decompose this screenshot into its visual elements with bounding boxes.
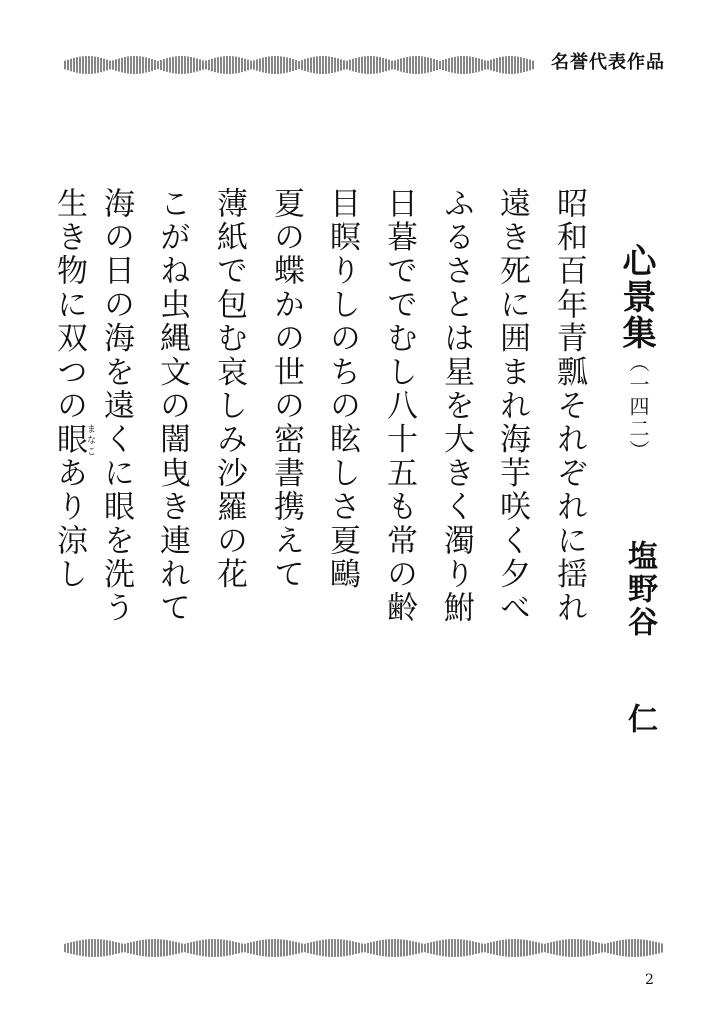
poem-line-10-part-2: あり涼し xyxy=(51,456,87,592)
page-number: 2 xyxy=(645,972,654,988)
section-label: 名誉代表作品 xyxy=(551,52,665,73)
author-name xyxy=(617,540,661,736)
poem-line-3: ふるさとは星を大きく濁り鮒 xyxy=(438,187,474,626)
author-given-name: 仁 xyxy=(622,703,657,736)
poem-line-7: 薄紙で包む哀しみ沙羅の花 xyxy=(211,187,247,592)
poem-line-4: 日暮ででむし八十五も常の齢 xyxy=(381,187,417,626)
ruby-annotation xyxy=(51,422,95,457)
poem-line-8: こがね虫縄文の闇曳き連れて xyxy=(154,187,190,626)
poem-line-2: 遠き死に囲まれ海芋咲く夕べ xyxy=(494,187,530,626)
ruby-base: 眼 xyxy=(51,422,87,457)
ruby-reading: まなこ xyxy=(85,422,95,457)
poem-line-5: 目瞑りしのちの眩しさ夏鷗 xyxy=(324,187,360,592)
poem-line-9: 海の日の海を遠くに眼を洗う xyxy=(98,187,134,626)
poem-line-10-part-1: 生き物に双つの xyxy=(51,187,87,423)
author-surname: 塩野谷 xyxy=(622,540,657,639)
decorative-wave-bottom xyxy=(64,938,664,958)
work-title: 心景集 xyxy=(616,243,656,351)
poem-line-6: 夏の蝶かの世の密書携えて xyxy=(268,187,304,592)
decorative-wave-top xyxy=(64,55,534,75)
poem-line-10 xyxy=(53,187,95,591)
poem-line-1: 昭和百年青瓢それぞれに揺れ xyxy=(551,187,587,626)
work-subtitle: （一四二） xyxy=(626,352,650,462)
